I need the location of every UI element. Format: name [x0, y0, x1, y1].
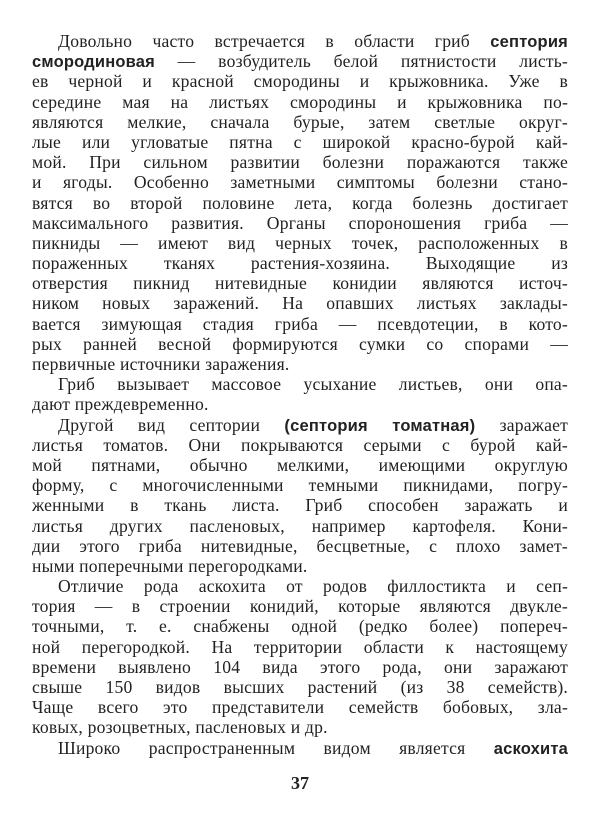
text-line [32, 71, 568, 91]
text-line [32, 616, 568, 636]
bold-term: смородиновая [32, 53, 155, 72]
text-segment: Другой вид септории [58, 414, 285, 435]
text-line [32, 415, 568, 435]
text-line [32, 677, 568, 697]
text-line [32, 394, 568, 414]
text-segment: Чаще всего это представители семейств бобовых, зла- [32, 697, 568, 718]
text-segment: женными в ткань листа. Гриб способен заражать и [32, 495, 568, 516]
text-segment: мой. При сильном развитии болезни поражаются также [32, 152, 568, 173]
text-segment: пикниды — имеют вид черных точек, расположенных в [32, 232, 568, 253]
text-segment: форму, с многочисленными темными пикнидами, погру- [32, 475, 568, 496]
text-line [32, 738, 568, 758]
text-segment: Довольно часто встречается в области гриб [58, 31, 491, 51]
text-segment: пораженных тканях растения-хозяина. Выходящие из [32, 253, 568, 274]
text-line [32, 475, 568, 495]
text-line [32, 354, 568, 374]
text-line [32, 596, 568, 616]
text-line [32, 657, 568, 677]
text-line [32, 293, 568, 313]
text-line [32, 132, 568, 152]
text-segment: свыше 150 видов высших растений (из 38 семейств). [32, 677, 568, 697]
text-segment: Широко распространенным видом является [58, 737, 494, 758]
text-segment: Гриб вызывает массовое усыхание листьев, они опа- [58, 374, 568, 395]
text-line [32, 193, 568, 213]
text-line [32, 556, 568, 576]
text-line [32, 516, 568, 536]
text-segment: являются мелкие, сначала бурые, затем светлые округ- [32, 111, 568, 132]
text-segment: точными, т. е. снабжены одной (редко более) попереч- [32, 616, 568, 637]
body-text [32, 31, 568, 758]
text-line [32, 172, 568, 192]
text-segment: ев черной и красной смородины и крыжовника. Уже в [32, 71, 568, 92]
text-line [32, 717, 568, 737]
text-line [32, 455, 568, 475]
text-line [32, 697, 568, 717]
text-line [32, 253, 568, 273]
text-line [32, 31, 568, 51]
text-segment: ной перегородкой. На территории области к настоящему [32, 636, 568, 657]
text-segment: мой пятнами, обычно мелкими, имеющими округлую [32, 454, 568, 475]
text-line [32, 213, 568, 233]
text-line [32, 576, 568, 596]
bold-term: (септория томатная) [284, 416, 476, 435]
text-line [32, 152, 568, 172]
text-line [32, 374, 568, 394]
text-segment: ником новых заражений. На опавших листьях заклады- [32, 293, 568, 314]
text-segment: — возбудитель белой пятнистости листь- [154, 51, 568, 72]
text-line [32, 112, 568, 132]
text-segment: максимального развития. Органы спороношения гриба — [32, 212, 568, 233]
text-segment: вятся во второй половине лета, когда болезнь достигает [32, 192, 568, 213]
text-segment: листья томатов. Они покрываются серыми с бурой кай- [32, 434, 568, 455]
text-segment: первичные источники заражения. [32, 354, 290, 374]
text-line [32, 536, 568, 556]
bold-term: септория [490, 33, 568, 51]
text-line [32, 233, 568, 253]
text-segment: ными поперечными перегородками. [32, 555, 308, 576]
text-segment: отверстия пикнид нитевидные конидии являются источ- [32, 273, 568, 294]
text-line [32, 637, 568, 657]
text-segment: ковых, розоцветных, пасленовых и др. [32, 717, 328, 738]
text-segment: рых ранней весной формируются сумки со спорами — [32, 333, 568, 354]
text-segment: листья других пасленовых, например картофеля. Кони- [32, 515, 568, 536]
text-segment: лые или угловатые пятна с широкой красно-бурой кай- [32, 131, 568, 152]
text-segment: Отличие рода аскохита от родов филлостикта и сеп- [58, 576, 568, 597]
text-line [32, 495, 568, 515]
text-segment: дают преждевременно. [32, 394, 209, 415]
text-line [32, 314, 568, 334]
text-line [32, 334, 568, 354]
text-segment: заражает [475, 414, 568, 435]
text-line [32, 92, 568, 112]
text-line [32, 273, 568, 293]
text-segment: середине мая на листьях смородины и крыжовника по- [32, 91, 568, 112]
text-segment: тория — в строении конидий, которые являются двукле- [32, 596, 568, 617]
text-segment: времени выявлено 104 вида этого рода, они заражают [32, 656, 568, 677]
text-segment: и ягоды. Особенно заметными симптомы болезни стано- [32, 172, 568, 193]
text-segment: дии этого гриба нитевидные, бесцветные, с плохо замет- [32, 535, 568, 556]
text-line [32, 435, 568, 455]
text-line [32, 51, 568, 71]
page-number: 37 [291, 773, 309, 793]
bold-term: аскохита [493, 739, 568, 758]
text-segment: вается зимующая стадия гриба — псевдотеции, в кото- [32, 313, 568, 334]
